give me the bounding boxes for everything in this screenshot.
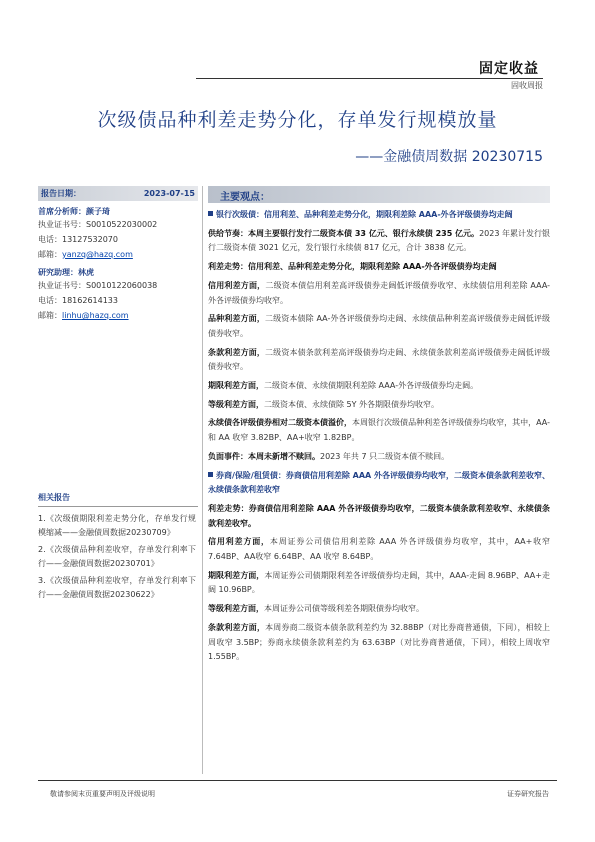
column-divider <box>202 186 203 774</box>
bank-grade-para <box>208 398 550 413</box>
body-text: 二级资本债、永续债除 5Y 外各期限债券均收窄。 <box>264 399 440 409</box>
chief-phone: 电话：13127532070 <box>38 235 118 244</box>
label: 期限利差方面， <box>208 381 264 391</box>
footer-rule <box>38 780 557 781</box>
label: 等级利差方面， <box>208 604 264 614</box>
body-text: 二级资本债、永续债期限利差除 AAA-外各评级债券均走阔。 <box>264 381 479 391</box>
assistant-email-row <box>38 308 198 323</box>
body-text: 本周银行次级债品种利差各评级债券均收窄，其中，AA-和 AA 收窄 3.82BP、AA+收窄 1.82BP。 <box>208 418 550 443</box>
main-content <box>208 208 550 669</box>
sidebar <box>38 186 198 323</box>
bold-text: 信用利差、品种利差走势分化，期限利差除 AAA-外各评级债券均走阔 <box>248 262 497 272</box>
broker-clause-para <box>208 621 550 665</box>
body-text: 本周证券公司债等级利差各期限债券均收窄。 <box>264 604 424 614</box>
broker-grade-para <box>208 602 550 617</box>
bank-clause-para <box>208 346 550 375</box>
footer-report-type: 证券研究报告 <box>507 790 549 798</box>
square-bullet-icon <box>208 472 213 477</box>
assistant-phone: 电话：18162614133 <box>38 296 118 305</box>
bullet-bank-text: 银行次级债：信用利差、品种利差走势分化，期限利差除 AAA-外各评级债券均走阔 <box>216 210 513 219</box>
bullet-bank-subordinated <box>208 208 550 223</box>
research-assistant: 研究助理：林虎 <box>38 268 94 277</box>
label: 信用利差方面， <box>208 280 266 290</box>
label: 条款利差方面， <box>208 622 266 632</box>
broker-spread-para <box>208 502 550 531</box>
chief-email-label: 邮箱： <box>38 250 62 259</box>
bank-credit-para <box>208 279 550 308</box>
body-text: 2023 年累计发行银行二级资本债 3021 亿元，发行银行永续债 817 亿元，合计 3838 亿元。 <box>208 228 550 253</box>
bank-type-para <box>208 312 550 341</box>
bold-text: 永续债各评级债券相对二级资本债溢价， <box>208 418 353 428</box>
footer-disclaimer: 敬请参阅末页重要声明及评级说明 <box>50 790 155 798</box>
chief-analyst: 首席分析师：颜子琦 <box>38 207 110 216</box>
bank-supply-para <box>208 227 550 256</box>
body-text: 本周证券公司债信用利差除 AAA 外各评级债券均收窄，其中，AA+收窄 7.64BP、AA收窄 6.64BP、AA 收窄 8.64BP。 <box>208 537 550 562</box>
chief-email-row <box>38 247 198 262</box>
assistant-email-label: 邮箱： <box>38 311 62 320</box>
assistant-email-link[interactable]: linhu@hazq.com <box>62 311 129 320</box>
related-report-item[interactable]: 1.《次级债期限利差走势分化，存单发行规模缩减——金融债周数据20230709》 <box>38 514 196 537</box>
label: 条款利差方面， <box>208 347 266 357</box>
main-points-band <box>208 186 550 203</box>
label: 品种利差方面， <box>208 314 265 324</box>
related-reports-list <box>38 512 196 605</box>
label: 利差走势： <box>208 503 249 513</box>
related-reports-heading: 相关报告 <box>38 492 198 507</box>
body-text: 本周证券公司债期限利差各评级债券均走阔，其中，AAA-走阔 8.96BP、AA+走阔 10.96BP。 <box>208 570 550 595</box>
bold-text: 本周未新增不赎回。 <box>248 451 320 461</box>
label: 期限利差方面， <box>208 570 265 580</box>
report-date-label: 报告日期： <box>41 189 81 198</box>
square-bullet-icon <box>208 211 213 216</box>
main-points-heading: 主要观点： <box>220 192 270 203</box>
bold-text: 券商债信用利差除 AAA 外各评级债券均收窄，二级资本债条款利差收窄、永续债条款利差收窄。 <box>208 503 550 528</box>
body-text: 二级资本债信用利差高评级债券走阔低评级债券收窄、永续债信用利差除 AAA-外各评级债券均收窄。 <box>208 280 551 305</box>
label: 信用利差方面， <box>208 537 270 547</box>
body-text: 二级资本债除 AA-外各评级债券均走阔、永续债品种利差高评级债券走阔低评级债券收窄。 <box>208 314 550 338</box>
broker-term-para <box>208 569 550 598</box>
bank-perp-para <box>208 416 550 445</box>
assistant-cert: 执业证书号：S0010122060038 <box>38 281 158 290</box>
bank-negative-para <box>208 450 550 465</box>
report-date-value: 2023-07-15 <box>143 189 195 198</box>
bullet-broker-insurance <box>208 469 550 498</box>
related-report-item[interactable]: 3.《次级债品种利差收窄，存单发行利率下行——金融债周数据20230622》 <box>38 576 196 599</box>
broker-credit-para <box>208 535 550 564</box>
label: 利差走势： <box>208 262 248 272</box>
report-subtitle: ——金融债周数据 20230715 <box>355 149 543 165</box>
report-date-band <box>38 186 198 201</box>
body-text: 二级资本债条款利差高评级债券均走阔、永续债条款利差高评级债券走阔低评级债券收窄。 <box>208 347 551 372</box>
chief-email-link[interactable]: yanzq@hazq.com <box>62 250 133 259</box>
chief-cert: 执业证书号：S0010522030002 <box>38 220 158 229</box>
bank-spread-para <box>208 260 550 275</box>
report-category: 固定收益 <box>479 61 539 77</box>
label: 供给节奏： <box>208 228 249 238</box>
report-subcategory: 固收周报 <box>511 81 543 90</box>
header-rule <box>196 78 543 79</box>
report-title: 次级债品种利差走势分化，存单发行规模放量 <box>97 109 498 131</box>
bold-text: 本周主要银行发行二级资本债 33 亿元、银行永续债 235 亿元。 <box>248 228 480 238</box>
related-report-item[interactable]: 2.《次级债品种利差收窄，存单发行利率下行——金融债周数据20230701》 <box>38 545 196 568</box>
bank-term-para <box>208 379 550 394</box>
label: 负面事件： <box>208 451 248 461</box>
body-text: 本周券商二级资本债条款利差约为 32.88BP（对比券商普通债，下同），相较上周收窄 3.5BP；券商永续债条款利差约为 63.63BP（对比券商普通债，下同），相较上周收窄 1.55BP。 <box>208 622 550 662</box>
body-text: 2023 年共 7 只二级资本债不赎回。 <box>320 451 450 461</box>
label: 等级利差方面， <box>208 399 264 409</box>
bullet-broker-text: 券商/保险/租赁债：券商债信用利差除 AAA 外各评级债券均收窄，二级资本债条款利差收窄、永续债条款利差收窄 <box>208 470 550 495</box>
